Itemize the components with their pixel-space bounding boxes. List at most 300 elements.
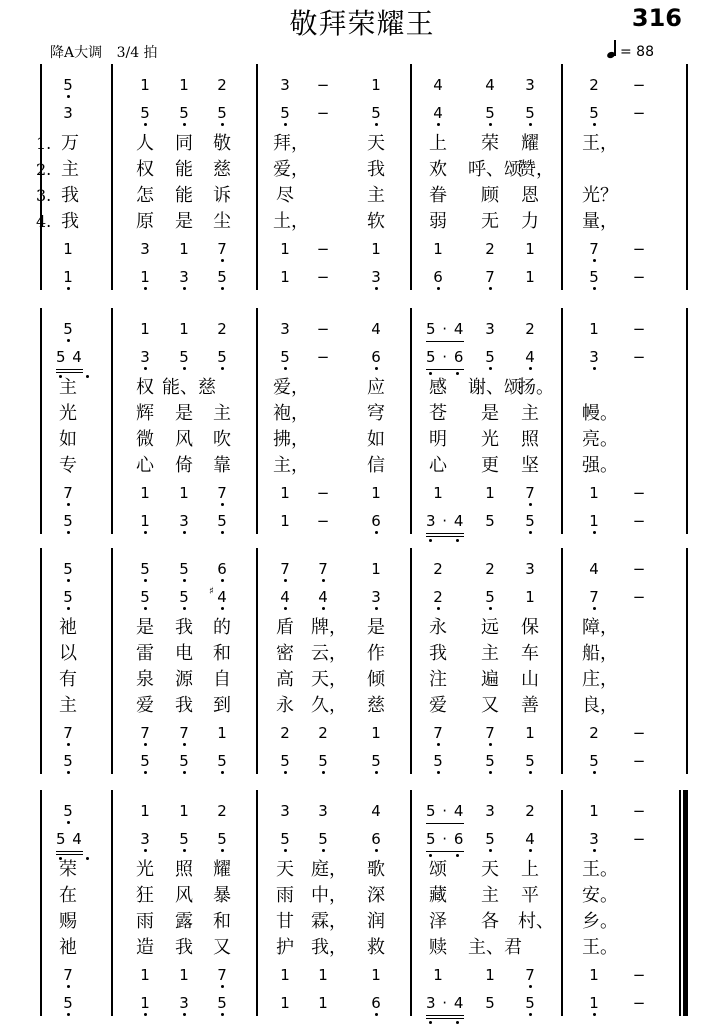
note-digit: 1 — [140, 802, 150, 820]
octave-dot-below — [221, 367, 224, 370]
lyric-syllable: 我 — [61, 211, 79, 232]
bass-note — [175, 514, 193, 529]
lyric-syllable: 是 — [175, 211, 193, 232]
lyric-syllable: 暴 — [213, 885, 231, 906]
sustain-dash — [630, 968, 648, 983]
soprano-note-group — [426, 322, 464, 337]
note-digit: 7 — [525, 966, 535, 984]
lyric-syllable: 和 — [213, 643, 231, 664]
note-digit: 1 — [280, 268, 290, 286]
alto-note — [481, 350, 499, 365]
note-digit: 5 — [485, 588, 495, 606]
tenor-note — [175, 242, 193, 257]
note-digit: − — [632, 830, 646, 848]
octave-dot-below — [456, 854, 459, 857]
octave-dot-below — [593, 849, 596, 852]
octave-dot-below — [529, 503, 532, 506]
note-digit: 7 — [140, 724, 150, 742]
note-group-text: 5 · 6 — [426, 348, 465, 366]
alto-note — [367, 590, 385, 605]
soprano-note — [585, 804, 603, 819]
lyric-syllable: 更 — [481, 455, 499, 476]
tenor-note — [585, 242, 603, 257]
note-digit: 4 — [217, 588, 227, 606]
lyric-syllable: 王。 — [582, 937, 618, 958]
lyric-syllable: 赞， — [518, 159, 554, 180]
verse-number: 2. — [36, 160, 52, 179]
note-digit: 5 — [589, 752, 599, 770]
lyric-syllable: 能 — [175, 185, 193, 206]
tenor-note — [175, 726, 193, 741]
eighth-underline — [426, 369, 464, 370]
sustain-dash — [630, 832, 648, 847]
lyric-syllable: 荣 — [59, 859, 77, 880]
lyric-syllable: 风 — [175, 429, 193, 450]
lyric-syllable: 露 — [175, 911, 193, 932]
octave-dot-below — [322, 771, 325, 774]
note-digit: 4 — [433, 104, 443, 122]
lyric-syllable: 颂 — [429, 859, 447, 880]
tenor-note — [585, 486, 603, 501]
sustain-dash — [630, 514, 648, 529]
lyric-syllable: 是 — [175, 403, 193, 424]
note-digit: 5 — [179, 104, 189, 122]
bass-note — [136, 270, 154, 285]
bass-note — [481, 754, 499, 769]
sustain-dash — [314, 78, 332, 93]
note-digit: 1 — [589, 802, 599, 820]
tenor-note — [59, 726, 77, 741]
octave-dot-below — [529, 1013, 532, 1016]
note-digit: 7 — [485, 724, 495, 742]
alto-note — [175, 350, 193, 365]
alto-note — [136, 106, 154, 121]
eighth-underline — [426, 851, 464, 852]
sustain-dash — [314, 514, 332, 529]
octave-dot-below — [221, 771, 224, 774]
note-digit: − — [316, 484, 330, 502]
note-digit: 1 — [140, 76, 150, 94]
alto-note — [276, 106, 294, 121]
note-digit: 7 — [318, 560, 328, 578]
bass-note — [314, 996, 332, 1011]
lyric-syllable: 亮。 — [582, 429, 618, 450]
octave-dot-below — [67, 821, 70, 824]
octave-dot-below — [86, 375, 89, 378]
note-digit: − — [316, 104, 330, 122]
lyric-syllable: 赐 — [59, 911, 77, 932]
octave-dot-below — [529, 771, 532, 774]
lyric-syllable: 耀 — [213, 859, 231, 880]
note-digit: − — [632, 348, 646, 366]
lyric-syllable: 歌 — [367, 859, 385, 880]
lyric-syllable: 应 — [367, 377, 385, 398]
note-digit: 1 — [318, 966, 328, 984]
tenor-note — [521, 968, 539, 983]
octave-dot-below — [144, 849, 147, 852]
octave-dot-below — [221, 259, 224, 262]
lyric-syllable: 牌， — [311, 617, 347, 638]
note-digit: 1 — [371, 966, 381, 984]
octave-dot-below — [144, 1013, 147, 1016]
octave-dot-below — [375, 1013, 378, 1016]
verse-number: 1. — [36, 134, 52, 153]
note-digit: 7 — [217, 966, 227, 984]
soprano-note — [481, 322, 499, 337]
note-digit: 5 — [140, 104, 150, 122]
soprano-note — [175, 562, 193, 577]
system-1 — [0, 64, 724, 290]
tenor-note — [367, 486, 385, 501]
note-digit: 1 — [525, 724, 535, 742]
lyric-syllable: 以 — [59, 643, 77, 664]
bass-note — [136, 514, 154, 529]
note-digit: − — [316, 240, 330, 258]
note-digit: − — [632, 724, 646, 742]
note-digit: 1 — [371, 76, 381, 94]
lyric-syllable: 谢、颂 — [468, 377, 522, 398]
note-digit: 1 — [140, 268, 150, 286]
lyric-syllable: 拜， — [273, 133, 309, 154]
bass-note — [59, 996, 77, 1011]
lyric-syllable: 润 — [367, 911, 385, 932]
note-digit: − — [632, 966, 646, 984]
alto-note — [429, 106, 447, 121]
lyric-syllable: 爱 — [136, 695, 154, 716]
note-digit: 2 — [589, 76, 599, 94]
note-digit: 5 — [63, 76, 73, 94]
soprano-note — [367, 322, 385, 337]
lyric-syllable: 主 — [59, 695, 77, 716]
note-digit: 1 — [140, 512, 150, 530]
lyric-syllable: 照 — [175, 859, 193, 880]
barline — [561, 548, 563, 774]
tenor-note — [213, 726, 231, 741]
lyric-syllable: 主、君 — [468, 937, 522, 958]
barline — [410, 548, 412, 774]
note-digit: 3 — [140, 830, 150, 848]
note-digit: 3 — [63, 104, 73, 122]
note-group-text: 3 · 4 — [426, 994, 465, 1012]
lyric-syllable: 盾 — [276, 617, 294, 638]
note-digit: 6 — [433, 268, 443, 286]
octave-dot-below — [437, 607, 440, 610]
lyric-syllable: 扬。 — [518, 377, 554, 398]
system-2 — [0, 308, 724, 534]
tenor-note — [481, 726, 499, 741]
note-digit: − — [632, 994, 646, 1012]
octave-dot-below — [593, 1013, 596, 1016]
lyric-syllable: 我 — [175, 617, 193, 638]
bass-note — [481, 996, 499, 1011]
soprano-note — [213, 78, 231, 93]
lyric-syllable: 耀 — [521, 133, 539, 154]
lyric-syllable: 眷 — [429, 185, 447, 206]
note-digit: 7 — [589, 588, 599, 606]
lyric-syllable: 是 — [367, 617, 385, 638]
lyric-syllable: 靠 — [213, 455, 231, 476]
lyric-syllable: 万 — [61, 133, 79, 154]
note-digit: 5 — [525, 994, 535, 1012]
lyric-syllable: 善 — [521, 695, 539, 716]
bass-note — [521, 754, 539, 769]
tenor-note — [136, 968, 154, 983]
bass-note — [276, 514, 294, 529]
octave-dot-below — [593, 259, 596, 262]
lyric-syllable: 欢 — [429, 159, 447, 180]
lyric-syllable: 慈 — [367, 695, 385, 716]
note-digit: 2 — [525, 320, 535, 338]
octave-dot-below — [183, 367, 186, 370]
alto-note — [521, 106, 539, 121]
tenor-note — [314, 726, 332, 741]
bass-note — [367, 754, 385, 769]
octave-dot-below — [144, 367, 147, 370]
octave-dot-below — [221, 1013, 224, 1016]
tenor-note — [481, 242, 499, 257]
octave-dot-below — [284, 771, 287, 774]
sustain-dash — [630, 804, 648, 819]
note-digit: 5 — [589, 268, 599, 286]
note-digit: 5 — [485, 752, 495, 770]
note-group-text: 5 4 — [56, 348, 83, 366]
note-digit: 3 — [140, 348, 150, 366]
lyric-syllable: 量， — [582, 211, 618, 232]
lyric-syllable: 主 — [481, 885, 499, 906]
sustain-dash — [630, 486, 648, 501]
note-digit: 5 — [280, 752, 290, 770]
octave-dot-below — [284, 367, 287, 370]
tenor-note — [59, 968, 77, 983]
barline — [111, 548, 113, 774]
note-digit: − — [316, 348, 330, 366]
bass-note — [367, 270, 385, 285]
note-digit: − — [632, 240, 646, 258]
note-digit: 6 — [371, 348, 381, 366]
tenor-note — [175, 968, 193, 983]
bass-note-group — [426, 996, 464, 1011]
octave-dot-below — [489, 743, 492, 746]
sixteenth-underline — [426, 1018, 464, 1019]
soprano-note — [59, 322, 77, 337]
alto-note — [59, 106, 77, 121]
note-digit: 1 — [217, 724, 227, 742]
octave-dot-below — [529, 123, 532, 126]
sharp-sign: ♯ — [209, 586, 214, 597]
lyric-syllable: 信 — [367, 455, 385, 476]
alto-note — [209, 586, 231, 606]
lyric-syllable: 永 — [429, 617, 447, 638]
octave-dot-below — [593, 771, 596, 774]
note-digit: 5 — [485, 830, 495, 848]
note-digit: 5 — [179, 830, 189, 848]
note-digit: 2 — [217, 320, 227, 338]
octave-dot-below — [375, 531, 378, 534]
barline — [40, 308, 42, 534]
note-digit: 5 — [525, 752, 535, 770]
tenor-note — [276, 726, 294, 741]
note-digit: 5 — [179, 348, 189, 366]
octave-dot-below — [489, 771, 492, 774]
lyric-syllable: 我 — [429, 643, 447, 664]
note-digit: 7 — [525, 484, 535, 502]
lyric-syllable: 天 — [367, 133, 385, 154]
bass-note — [429, 270, 447, 285]
note-digit: 3 — [280, 76, 290, 94]
alto-note — [276, 832, 294, 847]
octave-dot-below — [67, 985, 70, 988]
note-digit: 1 — [140, 320, 150, 338]
note-digit: 1 — [280, 512, 290, 530]
lyric-syllable: 甘 — [276, 911, 294, 932]
note-digit: 5 — [280, 104, 290, 122]
lyric-syllable: 专 — [59, 455, 77, 476]
note-digit: 3 — [485, 320, 495, 338]
lyric-syllable: 同 — [175, 133, 193, 154]
note-digit: 5 — [140, 752, 150, 770]
alto-note-group — [56, 832, 83, 847]
system-4 — [0, 790, 724, 1016]
lyric-syllable: 能 — [175, 159, 193, 180]
barline — [686, 308, 688, 534]
note-digit: 5 — [63, 588, 73, 606]
octave-dot-below — [489, 607, 492, 610]
hymn-number: 316 — [631, 4, 682, 32]
sustain-dash — [630, 106, 648, 121]
bass-note — [213, 754, 231, 769]
lyric-syllable: 泉 — [136, 669, 154, 690]
note-digit: 7 — [63, 484, 73, 502]
octave-dot-below — [183, 771, 186, 774]
octave-dot-below — [284, 123, 287, 126]
lyric-syllable: 苍 — [429, 403, 447, 424]
note-digit: 3 — [318, 802, 328, 820]
lyric-syllable: 原 — [136, 211, 154, 232]
note-group-text: 5 4 — [56, 830, 83, 848]
soprano-note — [175, 804, 193, 819]
soprano-note — [429, 78, 447, 93]
note-digit: 1 — [525, 588, 535, 606]
note-digit: 5 — [318, 830, 328, 848]
lyric-syllable: 祂 — [59, 617, 77, 638]
tenor-note — [213, 486, 231, 501]
lyric-syllable: 深 — [367, 885, 385, 906]
bass-note — [59, 514, 77, 529]
lyric-syllable: 云， — [311, 643, 347, 664]
soprano-note — [175, 78, 193, 93]
octave-dot-below — [144, 607, 147, 610]
tenor-note — [521, 242, 539, 257]
octave-dot-below — [284, 607, 287, 610]
note-digit: 1 — [485, 484, 495, 502]
note-digit: 5 — [217, 830, 227, 848]
note-digit: 5 — [217, 994, 227, 1012]
octave-dot-below — [183, 287, 186, 290]
note-digit: 1 — [589, 994, 599, 1012]
octave-dot-below — [144, 579, 147, 582]
octave-dot-below — [489, 287, 492, 290]
soprano-note — [367, 562, 385, 577]
lyric-syllable: 祂 — [59, 937, 77, 958]
tenor-note — [367, 726, 385, 741]
octave-dot-below — [183, 123, 186, 126]
lyric-syllable: 上 — [429, 133, 447, 154]
lyric-syllable: 山 — [521, 669, 539, 690]
lyric-syllable: 如 — [367, 429, 385, 450]
octave-dot-below — [375, 607, 378, 610]
lyric-syllable: 平 — [521, 885, 539, 906]
alto-note — [213, 832, 231, 847]
tenor-note — [521, 486, 539, 501]
lyric-syllable: 雨 — [136, 911, 154, 932]
note-digit: 7 — [589, 240, 599, 258]
barline — [111, 790, 113, 1016]
lyric-syllable: 爱， — [273, 377, 309, 398]
octave-dot-below — [375, 849, 378, 852]
soprano-note — [59, 78, 77, 93]
note-digit: − — [316, 268, 330, 286]
alto-note — [521, 350, 539, 365]
lyric-syllable: 我 — [175, 695, 193, 716]
bass-note — [213, 996, 231, 1011]
soprano-note — [481, 562, 499, 577]
note-digit: 1 — [63, 268, 73, 286]
tenor-note — [276, 968, 294, 983]
note-digit: 5 — [371, 104, 381, 122]
bass-note — [314, 754, 332, 769]
note-digit: 4 — [371, 320, 381, 338]
alto-note — [367, 350, 385, 365]
lyric-syllable: 呼、颂 — [468, 159, 522, 180]
note-digit: 5 — [179, 588, 189, 606]
lyric-syllable: 土， — [273, 211, 309, 232]
octave-dot-below — [221, 849, 224, 852]
octave-dot-below — [86, 857, 89, 860]
lyric-syllable: 又 — [213, 937, 231, 958]
soprano-note — [136, 322, 154, 337]
lyric-syllable: 的 — [213, 617, 231, 638]
key-time-signature — [50, 42, 158, 62]
note-digit: 5 — [589, 104, 599, 122]
tenor-note — [213, 968, 231, 983]
barline — [256, 308, 258, 534]
soprano-note — [276, 322, 294, 337]
note-digit: 1 — [280, 484, 290, 502]
lyric-syllable: 主 — [521, 403, 539, 424]
lyric-syllable: 诉 — [213, 185, 231, 206]
note-digit: 1 — [140, 484, 150, 502]
octave-dot-below — [67, 607, 70, 610]
tenor-note — [276, 486, 294, 501]
lyric-syllable: 船， — [582, 643, 618, 664]
note-digit: 1 — [589, 484, 599, 502]
note-digit: 6 — [371, 512, 381, 530]
system-3 — [0, 548, 724, 774]
note-digit: 3 — [371, 588, 381, 606]
lyric-syllable: 我， — [311, 937, 347, 958]
note-digit: 2 — [433, 588, 443, 606]
barline — [111, 308, 113, 534]
soprano-note — [276, 562, 294, 577]
lyric-syllable: 久， — [311, 695, 347, 716]
note-digit: 5 — [485, 512, 495, 530]
bass-note — [367, 514, 385, 529]
octave-dot-below — [437, 287, 440, 290]
alto-note — [175, 106, 193, 121]
alto-note — [314, 590, 332, 605]
alto-note — [213, 106, 231, 121]
barline — [410, 308, 412, 534]
